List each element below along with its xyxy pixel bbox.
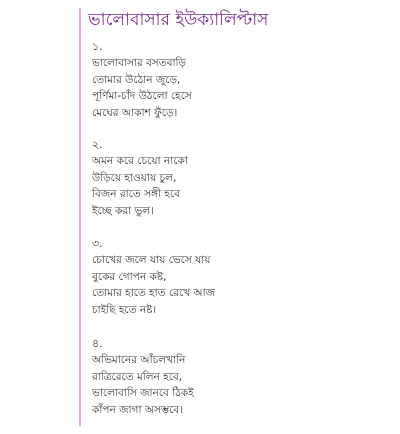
poem-line: পূর্ণিমা-চাঁদ উঠলো হেসে (92, 90, 192, 102)
stanza-1 (92, 39, 372, 121)
stanza-3 (92, 236, 372, 318)
poem-line: তোমার হাতে হাত রেখে আজ (92, 287, 216, 299)
poem-line: ভালোবাসি জানবে ঠিকই (92, 387, 194, 399)
stanza-number: ৪. (92, 337, 103, 350)
poem-line: চোখের জলে যায় ভেসে যায় (92, 254, 211, 266)
poem-line: ভালোবাসার বসতবাড়ি (92, 57, 186, 69)
stanza-4 (92, 336, 372, 418)
poem-line: অমন করে চেয়ো নাকো (92, 155, 188, 167)
stanza-number: ২. (92, 138, 103, 151)
poem-line: চাইছি হতে নষ্ট। (92, 303, 157, 316)
accent-divider (79, 8, 81, 426)
poem-line: রাত্রিরেতে মলিন হবে, (92, 370, 183, 383)
stanza-number: ১. (92, 40, 103, 53)
poem-line: মেঘের আকাশ ফুঁড়ে। (92, 106, 178, 119)
stanza-2 (92, 137, 372, 219)
poem-line: বিজন রাতে সঙ্গী হবে (92, 188, 180, 200)
poem-line: কাঁপন জাগা অসম্ভবে। (92, 403, 183, 416)
poem-line: অভিমানের আঁচলখানি (92, 354, 186, 366)
poem-title: ভালোবাসার ইউক্যালিপ্টাস (88, 10, 269, 30)
poem-line: বুকের গোপন কষ্ট, (92, 270, 167, 283)
poem-line: উড়িয়ে হাওয়ায় চুল, (92, 171, 177, 184)
stanza-number: ৩. (92, 237, 103, 250)
poem-line: তোমার উঠোন জুড়ে, (92, 73, 181, 86)
poem-line: ইচ্ছে করা ভুল। (92, 204, 154, 217)
